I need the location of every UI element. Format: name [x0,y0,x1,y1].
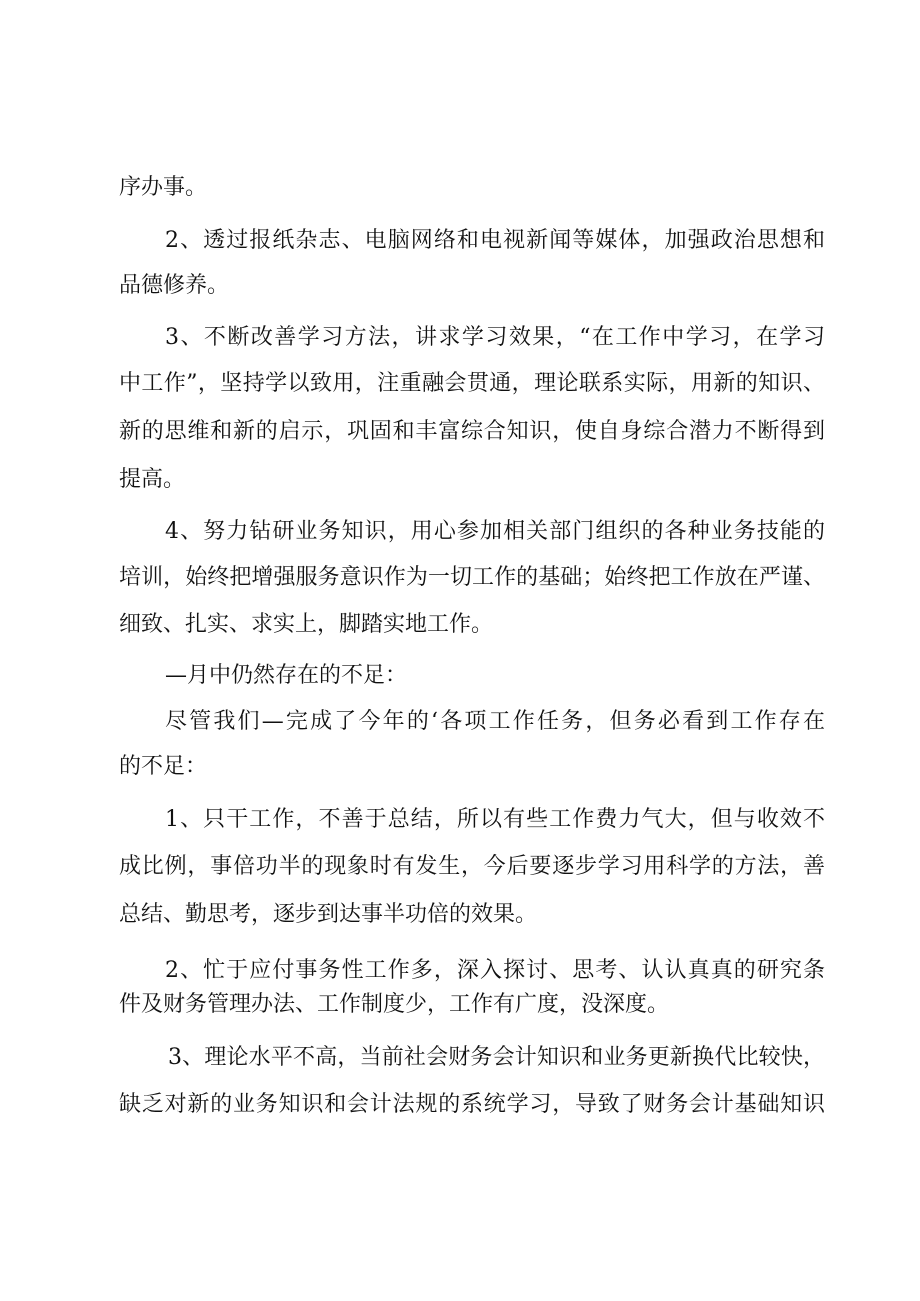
text-line-20: 缺乏对新的业务知识和会计法规的系统学习，导致了财务会计基础知识 [119,1092,825,1117]
text-line-5: 中工作”，坚持学以致用，注重融会贯通，理论联系实际，用新的知识、 [119,371,825,396]
text-line-16: 总结、勤思考，逐步到达事半功倍的效果。 [119,902,538,927]
text-line-10: 细致、扎实、求实上，脚踏实地工作。 [119,612,494,637]
text-line-3: 品德修养。 [119,273,230,298]
text-line-17: 2、忙于应付事务性工作多，深入探讨、思考、认认真真的研究条 [165,958,825,983]
text-line-14: 1、只干工作，不善于总结，所以有些工作费力气大，但与收效不 [165,807,825,832]
text-line-4: 3、不断改善学习方法，讲求学习效果，“在工作中学习，在学习 [165,325,825,350]
text-line-13: 的不足： [119,754,208,779]
text-line-7: 提高。 [119,467,186,492]
text-line-15: 成比例，事倍功半的现象时有发生，今后要逐步学习用科学的方法，善 [119,854,825,879]
text-line-6: 新的思维和新的启示，巩固和丰富综合知识，使自身综合潜力不断得到 [119,419,825,444]
text-line-2: 2、透过报纸杂志、电脑网络和电视新闻等媒体，加强政治思想和 [165,228,825,253]
text-line-11: —月中仍然存在的不足： [165,663,408,688]
text-line-9: 培训，始终把增强服务意识作为一切工作的基础；始终把工作放在严谨、 [119,565,825,590]
text-line-8: 4、努力钻研业务知识，用心参加相关部门组织的各种业务技能的 [165,519,825,544]
text-line-1: 序办事。 [119,175,208,200]
text-line-18: 件及财务管理办法、工作制度少，工作有广度，没深度。 [119,992,670,1017]
text-line-19: 3、理论水平不高，当前社会财务会计知识和业务更新换代比较快， [168,1045,825,1070]
text-line-12: 尽管我们—完成了今年的‘各项工作任务，但务必看到工作存在 [165,709,825,734]
